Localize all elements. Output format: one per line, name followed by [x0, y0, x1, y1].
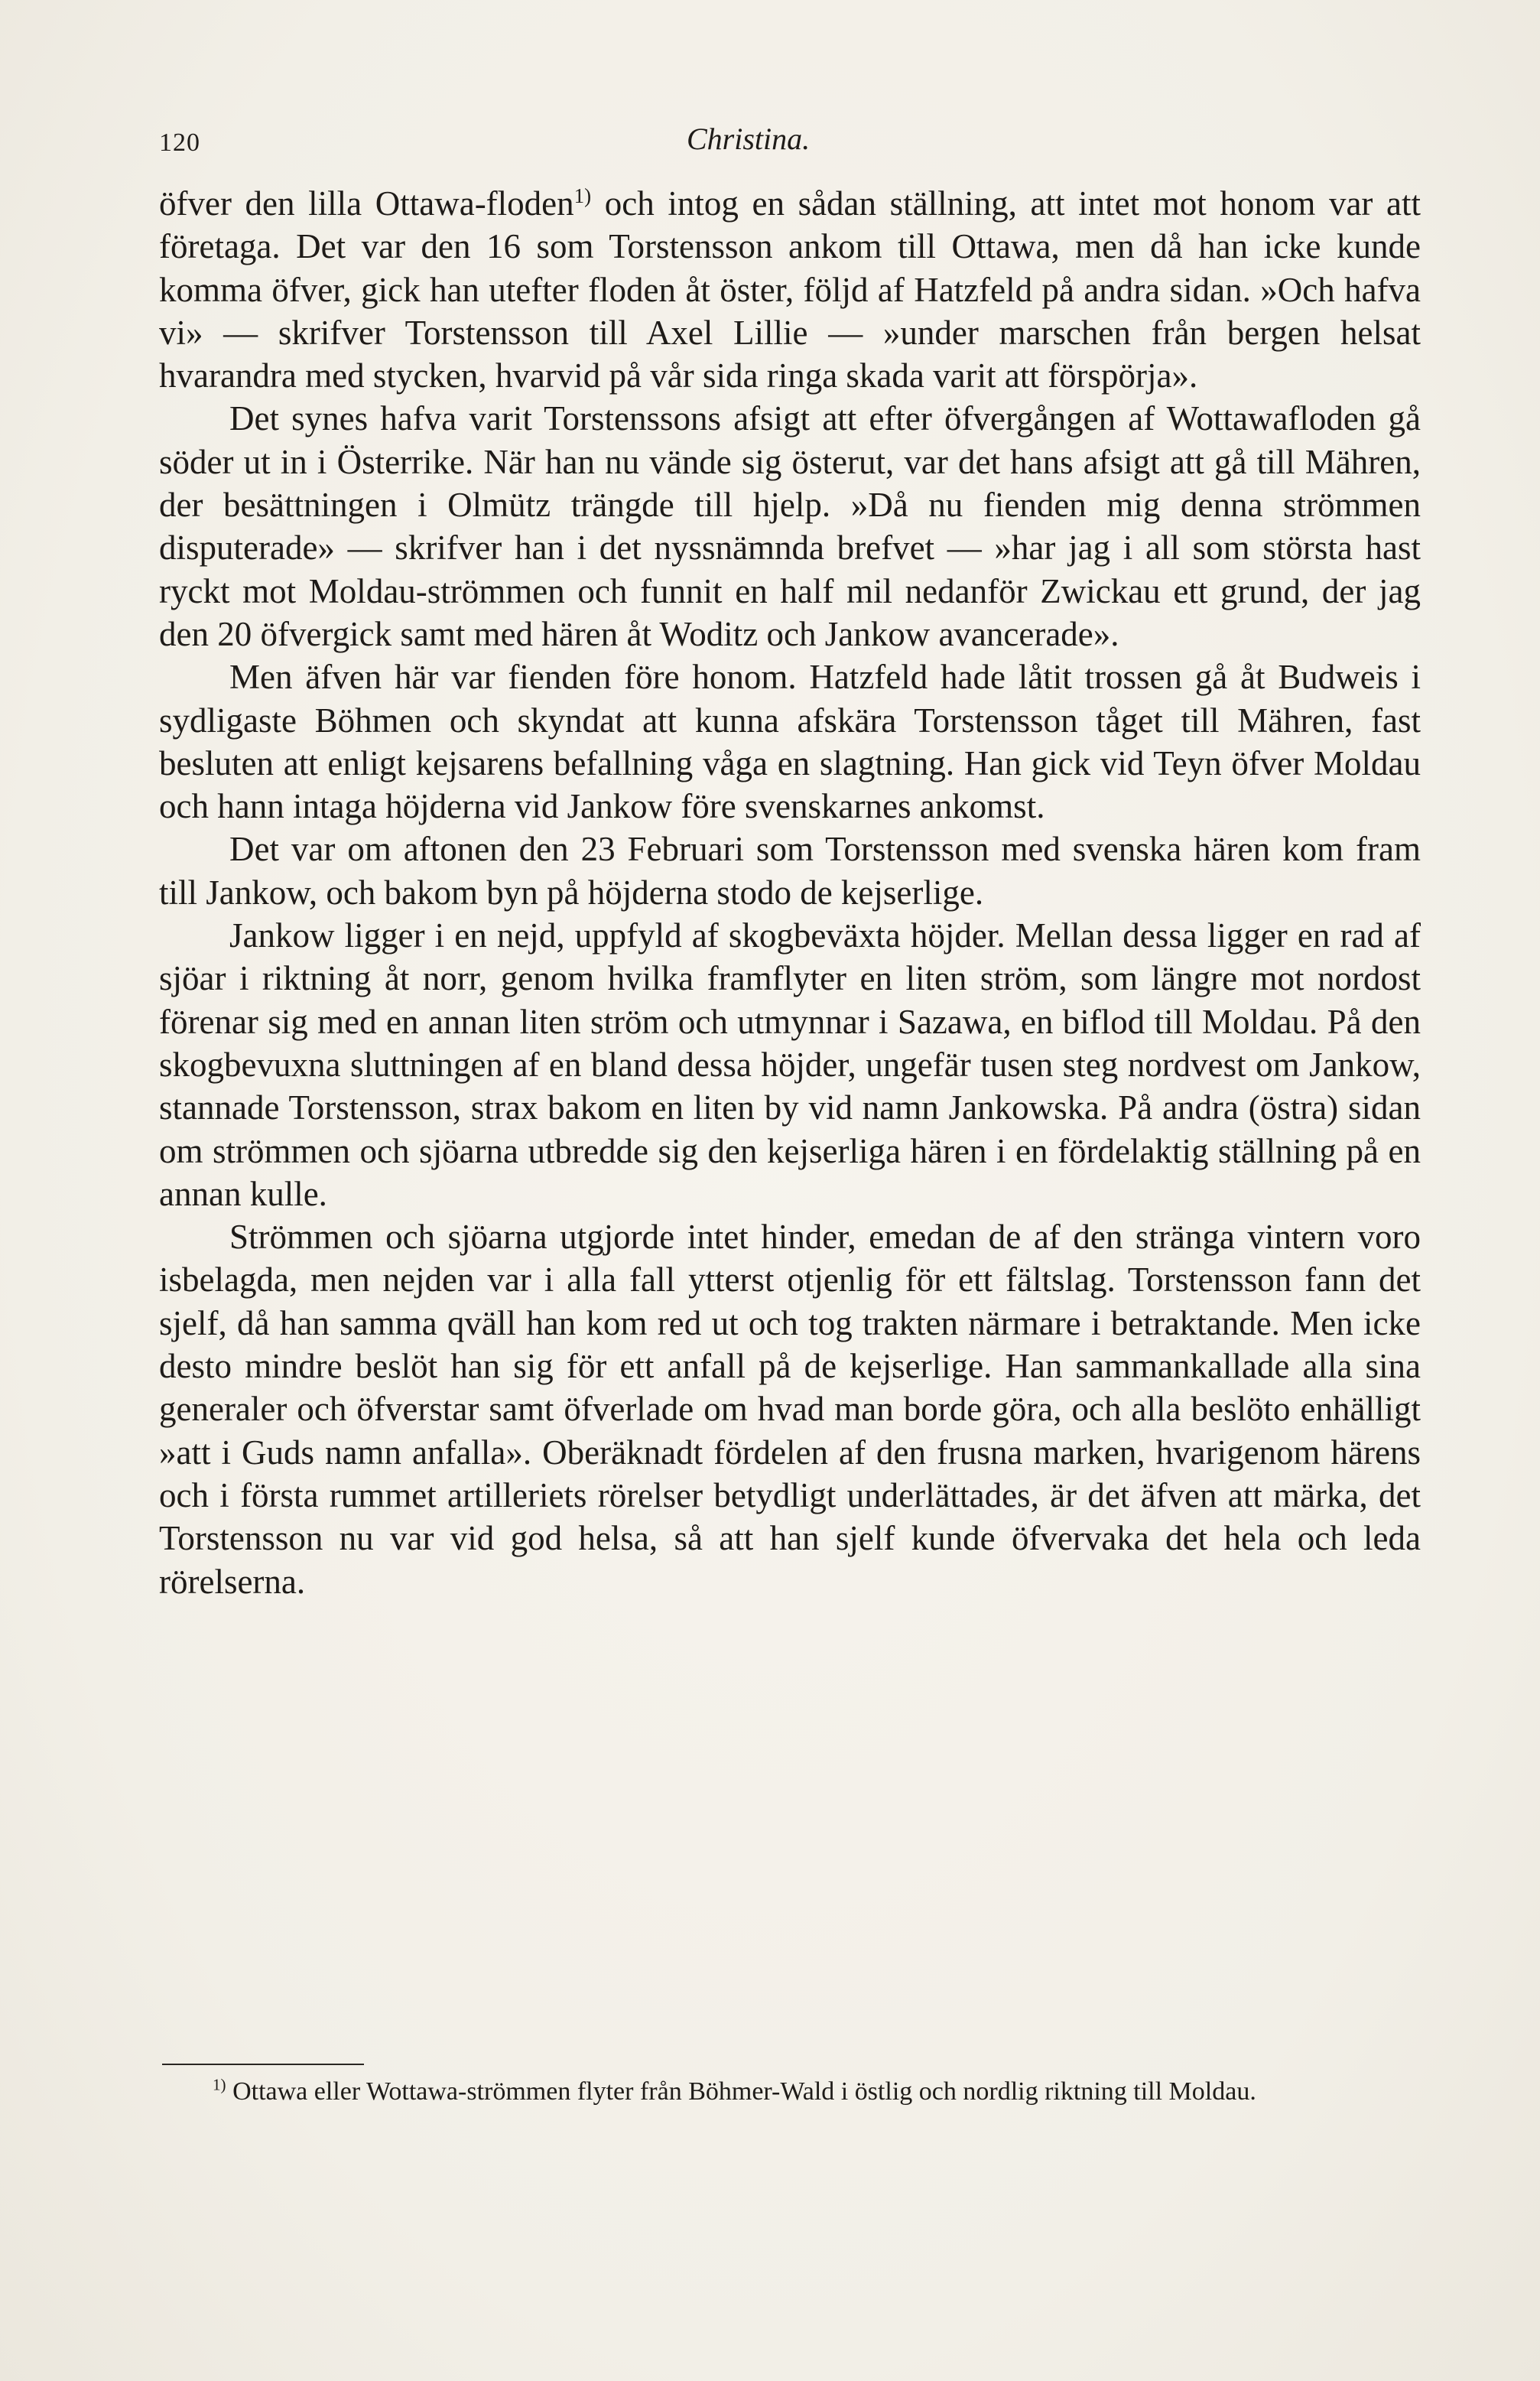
paragraph: Men äfven här var fienden före honom. Hatzfeld hade låtit trossen gå åt Budweis i sydligaste Böhmen och skyndat att kunna afskära Torstensson tåget till Mähren, fast besluten att enligt kejsarens befallning våga en slagtning. Han gick vid Teyn öfver Moldau och hann intaga höjderna vid Jankow före svenskarnes ankomst.: [159, 658, 1421, 826]
page-header: [159, 121, 1428, 167]
footnote-reference: 1): [573, 184, 592, 207]
running-title: Christina.: [687, 122, 811, 156]
paragraph-text: och intog en sådan ställning, att intet mot honom var att företaga. Det var den 16 som Torstensson ankom till Ottawa, men då han icke kunde komma öfver, gick han utefter floden åt öster, följd af Hatzfeld på andra sidan. »Och hafva vi» — skrifver Torstensson till Axel Lillie — »under marschen från bergen helsat hvarandra med stycken, hvarvid på vår sida ringa skada varit att förspörja».: [159, 184, 1421, 395]
paragraph: Det var om aftonen den 23 Februari som Torstensson med svenska hären kom fram till Jankow, och bakom byn på höjderna stodo de kejserlige.: [159, 830, 1421, 912]
body-text: [159, 182, 1421, 1603]
paragraph-text: öfver den lilla Ottawa-floden: [159, 184, 574, 223]
paragraph: [159, 182, 1421, 397]
page-number: 120: [159, 128, 200, 157]
footnote-text: Ottawa eller Wottawa-strömmen flyter från Böhmer-Wald i östlig och nordlig riktning till Moldau.: [226, 2077, 1256, 2106]
footnote: [162, 2073, 1424, 2111]
footnote-divider: [162, 2064, 364, 2065]
paragraph: Jankow ligger i en nejd, uppfyld af skogbeväxta höjder. Mellan dessa ligger en rad af sjöar i riktning åt norr, genom hvilka framflyter en liten ström, som längre mot nordost förenar sig med en annan liten ström och utmynnar i Sazawa, en biflod till Moldau. På den skogbevuxna sluttningen af en bland dessa höjder, ungefär tusen steg nordvest om Jankow, stannade Torstensson, strax bakom en liten by vid namn Jankowska. På andra (östra) sidan om strömmen och sjöarna utbredde sig den kejserliga hären i en fördelaktig ställning på en annan kulle.: [159, 916, 1421, 1213]
footnote-mark: 1): [213, 2075, 226, 2094]
paragraph: Det synes hafva varit Torstenssons afsigt att efter öfvergången af Wottawafloden gå söder ut in i Österrike. När han nu vände sig österut, var det hans afsigt att gå till Mähren, der besättningen i Olmütz trängde till hjelp. »Då nu fienden mig denna strömmen disputerade» — skrifver han i det nyssnämnda brefvet — »har jag i all som största hast ryckt mot Moldau-strömmen och funnit en half mil nedanför Zwickau ett grund, der jag den 20 öfvergick samt med hären åt Woditz och Jankow avancerade».: [159, 399, 1421, 653]
paragraph: Strömmen och sjöarna utgjorde intet hinder, emedan de af den stränga vintern voro isbelagda, men nejden var i alla fall ytterst otjenlig för ett fältslag. Torstensson fann det sjelf, då han samma qväll han kom red ut och tog trakten närmare i betraktande. Men icke desto mindre beslöt han sig för ett anfall på de kejserlige. Han sammankallade alla sina generaler och öfverstar samt öfverlade om hvad man borde göra, och alla beslöto enhälligt »att i Guds namn anfalla». Oberäknadt fördelen af den frusna marken, hvarigenom härens och i första rummet artilleriets rörelser betydligt underlättades, är det äfven att märka, det Torstensson nu var vid god helsa, så att han sjelf kunde öfvervaka det hela och leda rörelserna.: [159, 1218, 1421, 1601]
